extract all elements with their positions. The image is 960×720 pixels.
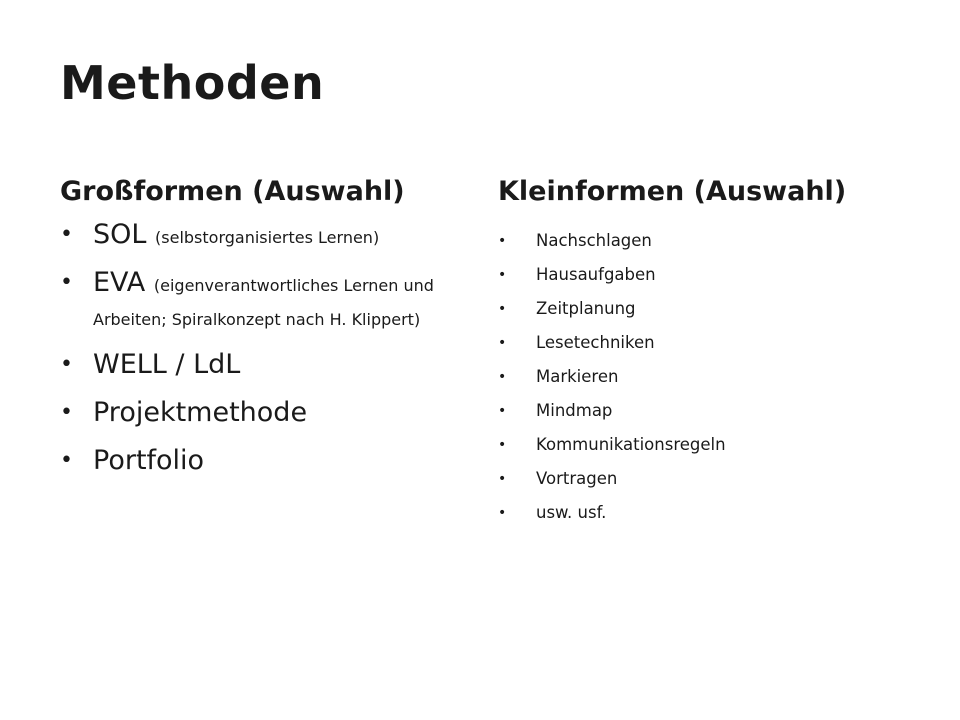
item-text: Vortragen <box>536 469 618 489</box>
kleinformen-heading: Kleinformen (Auswahl) <box>498 176 847 207</box>
item-sub: (eigenverantwortliches Lernen und Arbeiten; Spiralkonzept nach H. Klippert) <box>93 276 434 330</box>
bullet-icon: • <box>60 448 73 474</box>
bullet-icon: • <box>498 471 507 488</box>
item-sub: (selbstorganisiertes Lernen) <box>155 228 380 248</box>
item-text: Hausaufgaben <box>536 265 656 285</box>
item-main: Projektmethode <box>93 397 308 429</box>
kleinformen-column <box>498 176 928 530</box>
list-item <box>498 496 928 530</box>
grossformen-list <box>60 218 470 478</box>
bullet-icon: • <box>60 400 73 426</box>
slide-title: Methoden <box>60 56 325 110</box>
item-text: Markieren <box>536 367 619 387</box>
list-item <box>60 348 470 382</box>
bullet-icon: • <box>498 403 507 420</box>
bullet-icon: • <box>60 270 73 296</box>
bullet-icon: • <box>498 267 507 284</box>
list-item <box>498 394 928 428</box>
bullet-icon: • <box>498 233 507 250</box>
item-text: Zeitplanung <box>536 299 636 319</box>
bullet-icon: • <box>60 222 73 248</box>
bullet-icon: • <box>498 301 507 318</box>
bullet-icon: • <box>498 335 507 352</box>
bullet-icon: • <box>498 369 507 386</box>
list-item <box>498 462 928 496</box>
list-item <box>498 292 928 326</box>
item-text: Kommunikationsregeln <box>536 435 726 455</box>
item-main: SOL <box>93 219 147 251</box>
item-text: usw. usf. <box>536 503 607 523</box>
grossformen-column <box>60 176 470 492</box>
item-text: Lesetechniken <box>536 333 655 353</box>
list-item <box>60 266 470 334</box>
item-main: WELL / LdL <box>93 349 241 381</box>
item-main: EVA <box>93 267 146 299</box>
list-item <box>498 360 928 394</box>
item-main: Portfolio <box>93 445 205 477</box>
bullet-icon: • <box>498 437 507 454</box>
item-text: Mindmap <box>536 401 613 421</box>
list-item <box>60 444 470 478</box>
kleinformen-list <box>498 224 928 530</box>
bullet-icon: • <box>498 505 507 522</box>
list-item <box>60 396 470 430</box>
list-item <box>498 224 928 258</box>
item-text: Nachschlagen <box>536 231 652 251</box>
list-item <box>498 258 928 292</box>
list-item <box>60 218 470 252</box>
list-item <box>498 326 928 360</box>
list-item <box>498 428 928 462</box>
grossformen-heading: Großformen (Auswahl) <box>60 176 405 207</box>
bullet-icon: • <box>60 352 73 378</box>
